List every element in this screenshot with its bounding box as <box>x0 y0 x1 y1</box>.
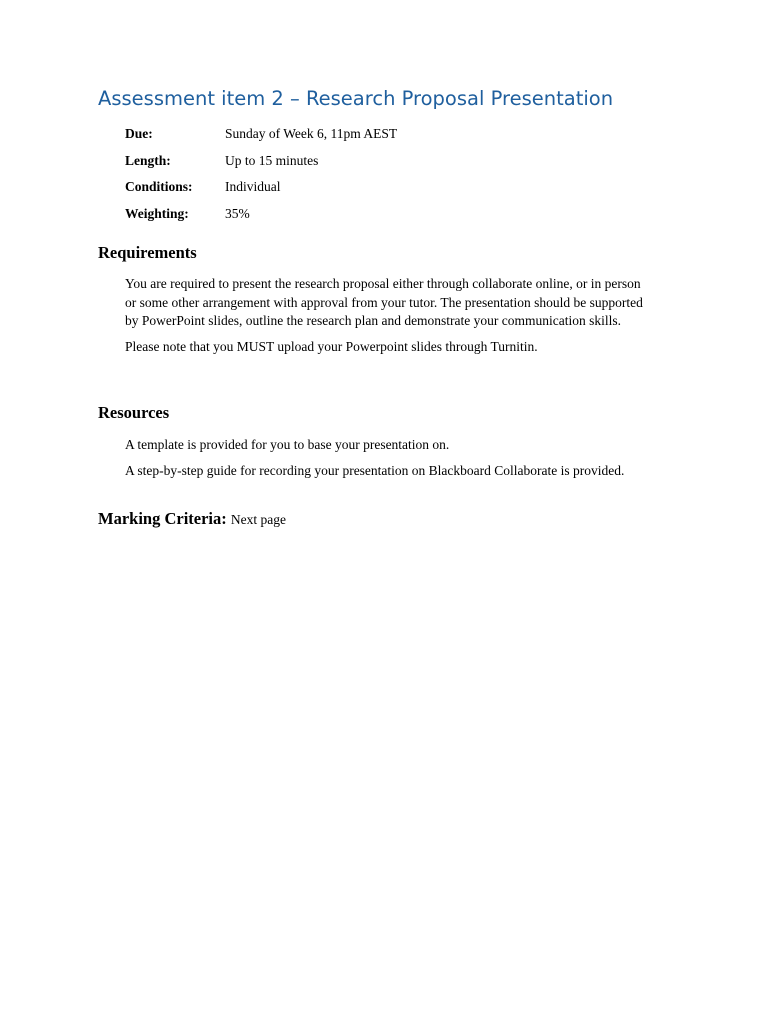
resources-heading: Resources <box>98 403 170 422</box>
assessment-details <box>125 121 665 227</box>
requirements-heading: Requirements <box>98 243 197 262</box>
detail-value: Up to 15 minutes <box>225 152 319 168</box>
detail-label: Due: <box>125 126 153 142</box>
requirements-paragraph: You are required to present the research proposal either through collaborate online, or in person or some other arrangement with approval from your tutor. The presentation should be supported by PowerPoint slides, outline the research plan and demonstrate your communication skills. <box>125 276 643 328</box>
detail-label: Length: <box>125 152 171 168</box>
detail-value: Individual <box>225 179 281 195</box>
detail-label: Weighting: <box>125 205 189 221</box>
resources-body <box>125 436 685 488</box>
marking-criteria-note: Next page <box>230 512 286 527</box>
detail-row-weighting <box>125 201 665 228</box>
detail-value: 35% <box>225 205 250 221</box>
resources-paragraph: A step-by-step guide for recording your presentation on Blackboard Collaborate is provided. <box>125 463 625 478</box>
detail-row-due <box>125 121 665 148</box>
detail-label: Conditions: <box>125 179 193 195</box>
page-title: Assessment item 2 – Research Proposal Presentation <box>98 87 614 110</box>
detail-value: Sunday of Week 6, 11pm AEST <box>225 126 398 142</box>
detail-row-length <box>125 148 665 175</box>
marking-criteria-label: Marking Criteria: <box>98 509 227 528</box>
resources-paragraph: A template is provided for you to base your presentation on. <box>125 437 450 452</box>
marking-criteria-heading <box>98 508 286 531</box>
requirements-body <box>125 275 645 364</box>
requirements-paragraph: Please note that you MUST upload your Powerpoint slides through Turnitin. <box>125 339 538 354</box>
detail-row-conditions <box>125 174 665 201</box>
